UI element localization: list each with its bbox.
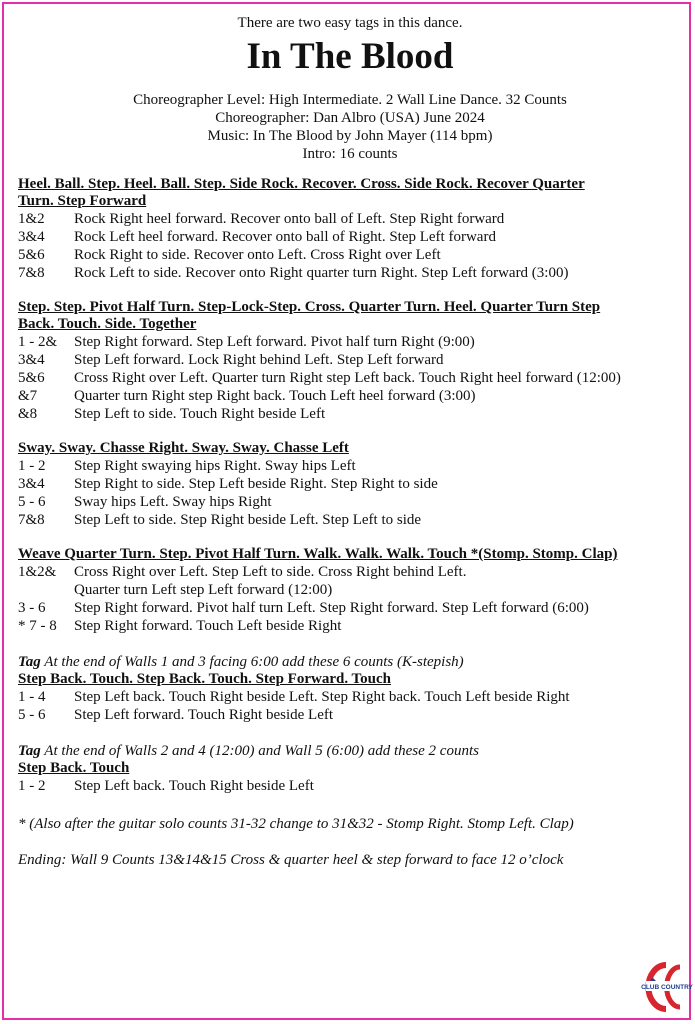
section-1 bbox=[18, 176, 682, 282]
meta-intro: Intro: 16 counts bbox=[302, 146, 398, 162]
tag-intro bbox=[18, 653, 682, 671]
section-heading bbox=[18, 546, 682, 563]
logo-text: CLUB COUNTRY bbox=[641, 984, 693, 991]
step-row bbox=[18, 777, 682, 795]
step-count: 1&2 bbox=[18, 211, 45, 227]
step-desc: Rock Left to side. Recover onto Right quarter turn Right. Step Left forward (3:00) bbox=[74, 265, 569, 281]
step-row bbox=[18, 511, 682, 529]
step-desc: Step Left back. Touch Right beside Left bbox=[74, 778, 314, 794]
intro-note: There are two easy tags in this dance. bbox=[237, 15, 463, 31]
tag-label: Tag bbox=[18, 654, 41, 670]
step-desc: Step Left to side. Step Right beside Left. Step Left to side bbox=[74, 512, 422, 528]
step-count: 1 - 4 bbox=[18, 689, 46, 705]
dance-title: In The Blood bbox=[246, 36, 454, 77]
step-row bbox=[18, 563, 682, 581]
step-count: 1&2& bbox=[18, 564, 57, 580]
section-heading-line: Heel. Ball. Step. Heel. Ball. Step. Side Rock. Recover. Cross. Side Rock. Recover Quarter bbox=[18, 176, 585, 192]
cc-logo-icon bbox=[641, 959, 693, 1015]
step-desc: Sway hips Left. Sway hips Right bbox=[74, 494, 272, 510]
step-row bbox=[18, 581, 682, 599]
step-count: 5 - 6 bbox=[18, 707, 46, 723]
tag-2 bbox=[18, 742, 682, 795]
step-row bbox=[18, 351, 682, 369]
step-desc: Step Left to side. Touch Right beside Left bbox=[74, 406, 326, 422]
step-count: 3&4 bbox=[18, 229, 45, 245]
step-desc: Cross Right over Left. Step Left to side. Cross Right behind Left. bbox=[74, 564, 467, 580]
step-desc: Step Right swaying hips Right. Sway hips Left bbox=[74, 458, 356, 474]
step-desc: Step Left forward. Lock Right behind Left. Step Left forward bbox=[74, 352, 444, 368]
section-2 bbox=[18, 299, 682, 423]
section-heading-line: Weave Quarter Turn. Step. Pivot Half Turn. Walk. Walk. Walk. Touch *(Stomp. Stomp. Clap) bbox=[18, 546, 618, 562]
step-desc: Quarter turn Right step Right back. Touch Left heel forward (3:00) bbox=[74, 388, 476, 404]
tag-1 bbox=[18, 653, 682, 724]
tag-heading: Step Back. Touch. Step Back. Touch. Step Forward. Touch bbox=[18, 671, 392, 687]
step-row bbox=[18, 475, 682, 493]
section-heading-line: Sway. Sway. Chasse Right. Sway. Sway. Chasse Left bbox=[18, 440, 349, 456]
meta-music: Music: In The Blood by John Mayer (114 bpm) bbox=[207, 128, 493, 144]
step-count: 5 - 6 bbox=[18, 494, 46, 510]
step-desc: Rock Right to side. Recover onto Left. Cross Right over Left bbox=[74, 247, 441, 263]
step-row bbox=[18, 599, 682, 617]
meta-level: Choreographer Level: High Intermediate. 2 Wall Line Dance. 32 Counts bbox=[133, 92, 567, 108]
section-4 bbox=[18, 546, 682, 635]
step-count: 1 - 2 bbox=[18, 458, 46, 474]
step-count: &7 bbox=[18, 388, 38, 404]
step-count: 3&4 bbox=[18, 352, 45, 368]
step-desc: Step Left forward. Touch Right beside Left bbox=[74, 707, 334, 723]
dance-meta bbox=[18, 91, 682, 163]
page-frame bbox=[2, 2, 691, 1020]
step-desc: Quarter turn Left step Left forward (12:00) bbox=[74, 582, 333, 598]
guitar-solo-note: * (Also after the guitar solo counts 31-32 change to 31&32 - Stomp Right. Stomp Left. Clap) bbox=[18, 816, 574, 832]
step-count: * 7 - 8 bbox=[18, 618, 57, 634]
step-row bbox=[18, 369, 682, 387]
step-count bbox=[18, 581, 74, 599]
document-content bbox=[18, 14, 682, 869]
step-row bbox=[18, 493, 682, 511]
tag-text: At the end of Walls 1 and 3 facing 6:00 add these 6 counts (K-stepish) bbox=[44, 654, 464, 670]
step-desc: Step Right forward. Pivot half turn Left. Step Right forward. Step Left forward (6:00) bbox=[74, 600, 589, 616]
step-row bbox=[18, 617, 682, 635]
section-heading bbox=[18, 440, 682, 457]
step-desc: Step Right to side. Step Left beside Right. Step Right to side bbox=[74, 476, 438, 492]
step-row bbox=[18, 405, 682, 423]
step-desc: Cross Right over Left. Quarter turn Right step Left back. Touch Right heel forward (12:00) bbox=[74, 370, 621, 386]
step-count: 7&8 bbox=[18, 265, 45, 281]
section-heading-line: Step. Step. Pivot Half Turn. Step-Lock-Step. Cross. Quarter Turn. Heel. Quarter Turn Step bbox=[18, 299, 601, 315]
step-row bbox=[18, 210, 682, 228]
step-desc: Rock Right heel forward. Recover onto ball of Left. Step Right forward bbox=[74, 211, 505, 227]
step-row bbox=[18, 457, 682, 475]
step-count: 3 - 6 bbox=[18, 600, 46, 616]
step-row bbox=[18, 246, 682, 264]
step-count: 1 - 2 bbox=[18, 778, 46, 794]
step-desc: Step Right forward. Touch Left beside Right bbox=[74, 618, 342, 634]
step-row bbox=[18, 688, 682, 706]
section-3 bbox=[18, 440, 682, 529]
step-count: 3&4 bbox=[18, 476, 45, 492]
ending-note: Ending: Wall 9 Counts 13&14&15 Cross & quarter heel & step forward to face 12 o’clock bbox=[18, 852, 564, 868]
tag-intro bbox=[18, 742, 682, 760]
step-row bbox=[18, 706, 682, 724]
step-count: 5&6 bbox=[18, 370, 45, 386]
step-count: 5&6 bbox=[18, 247, 45, 263]
step-desc: Rock Left heel forward. Recover onto ball of Right. Step Left forward bbox=[74, 229, 496, 245]
step-row bbox=[18, 387, 682, 405]
tag-text: At the end of Walls 2 and 4 (12:00) and Wall 5 (6:00) add these 2 counts bbox=[44, 743, 479, 759]
step-desc: Step Left back. Touch Right beside Left. Step Right back. Touch Left beside Right bbox=[74, 689, 570, 705]
step-desc: Step Right forward. Step Left forward. Pivot half turn Right (9:00) bbox=[74, 334, 475, 350]
meta-choreographer: Choreographer: Dan Albro (USA) June 2024 bbox=[215, 110, 485, 126]
step-row bbox=[18, 264, 682, 282]
step-row bbox=[18, 333, 682, 351]
tag-label: Tag bbox=[18, 743, 41, 759]
step-count: 7&8 bbox=[18, 512, 45, 528]
section-heading bbox=[18, 176, 682, 210]
section-heading bbox=[18, 299, 682, 333]
section-heading-line: Back. Touch. Side. Together bbox=[18, 316, 197, 332]
step-count: &8 bbox=[18, 406, 38, 422]
section-heading-line: Turn. Step Forward bbox=[18, 193, 147, 209]
tag-heading: Step Back. Touch bbox=[18, 760, 130, 776]
step-row bbox=[18, 228, 682, 246]
step-count: 1 - 2& bbox=[18, 334, 58, 350]
